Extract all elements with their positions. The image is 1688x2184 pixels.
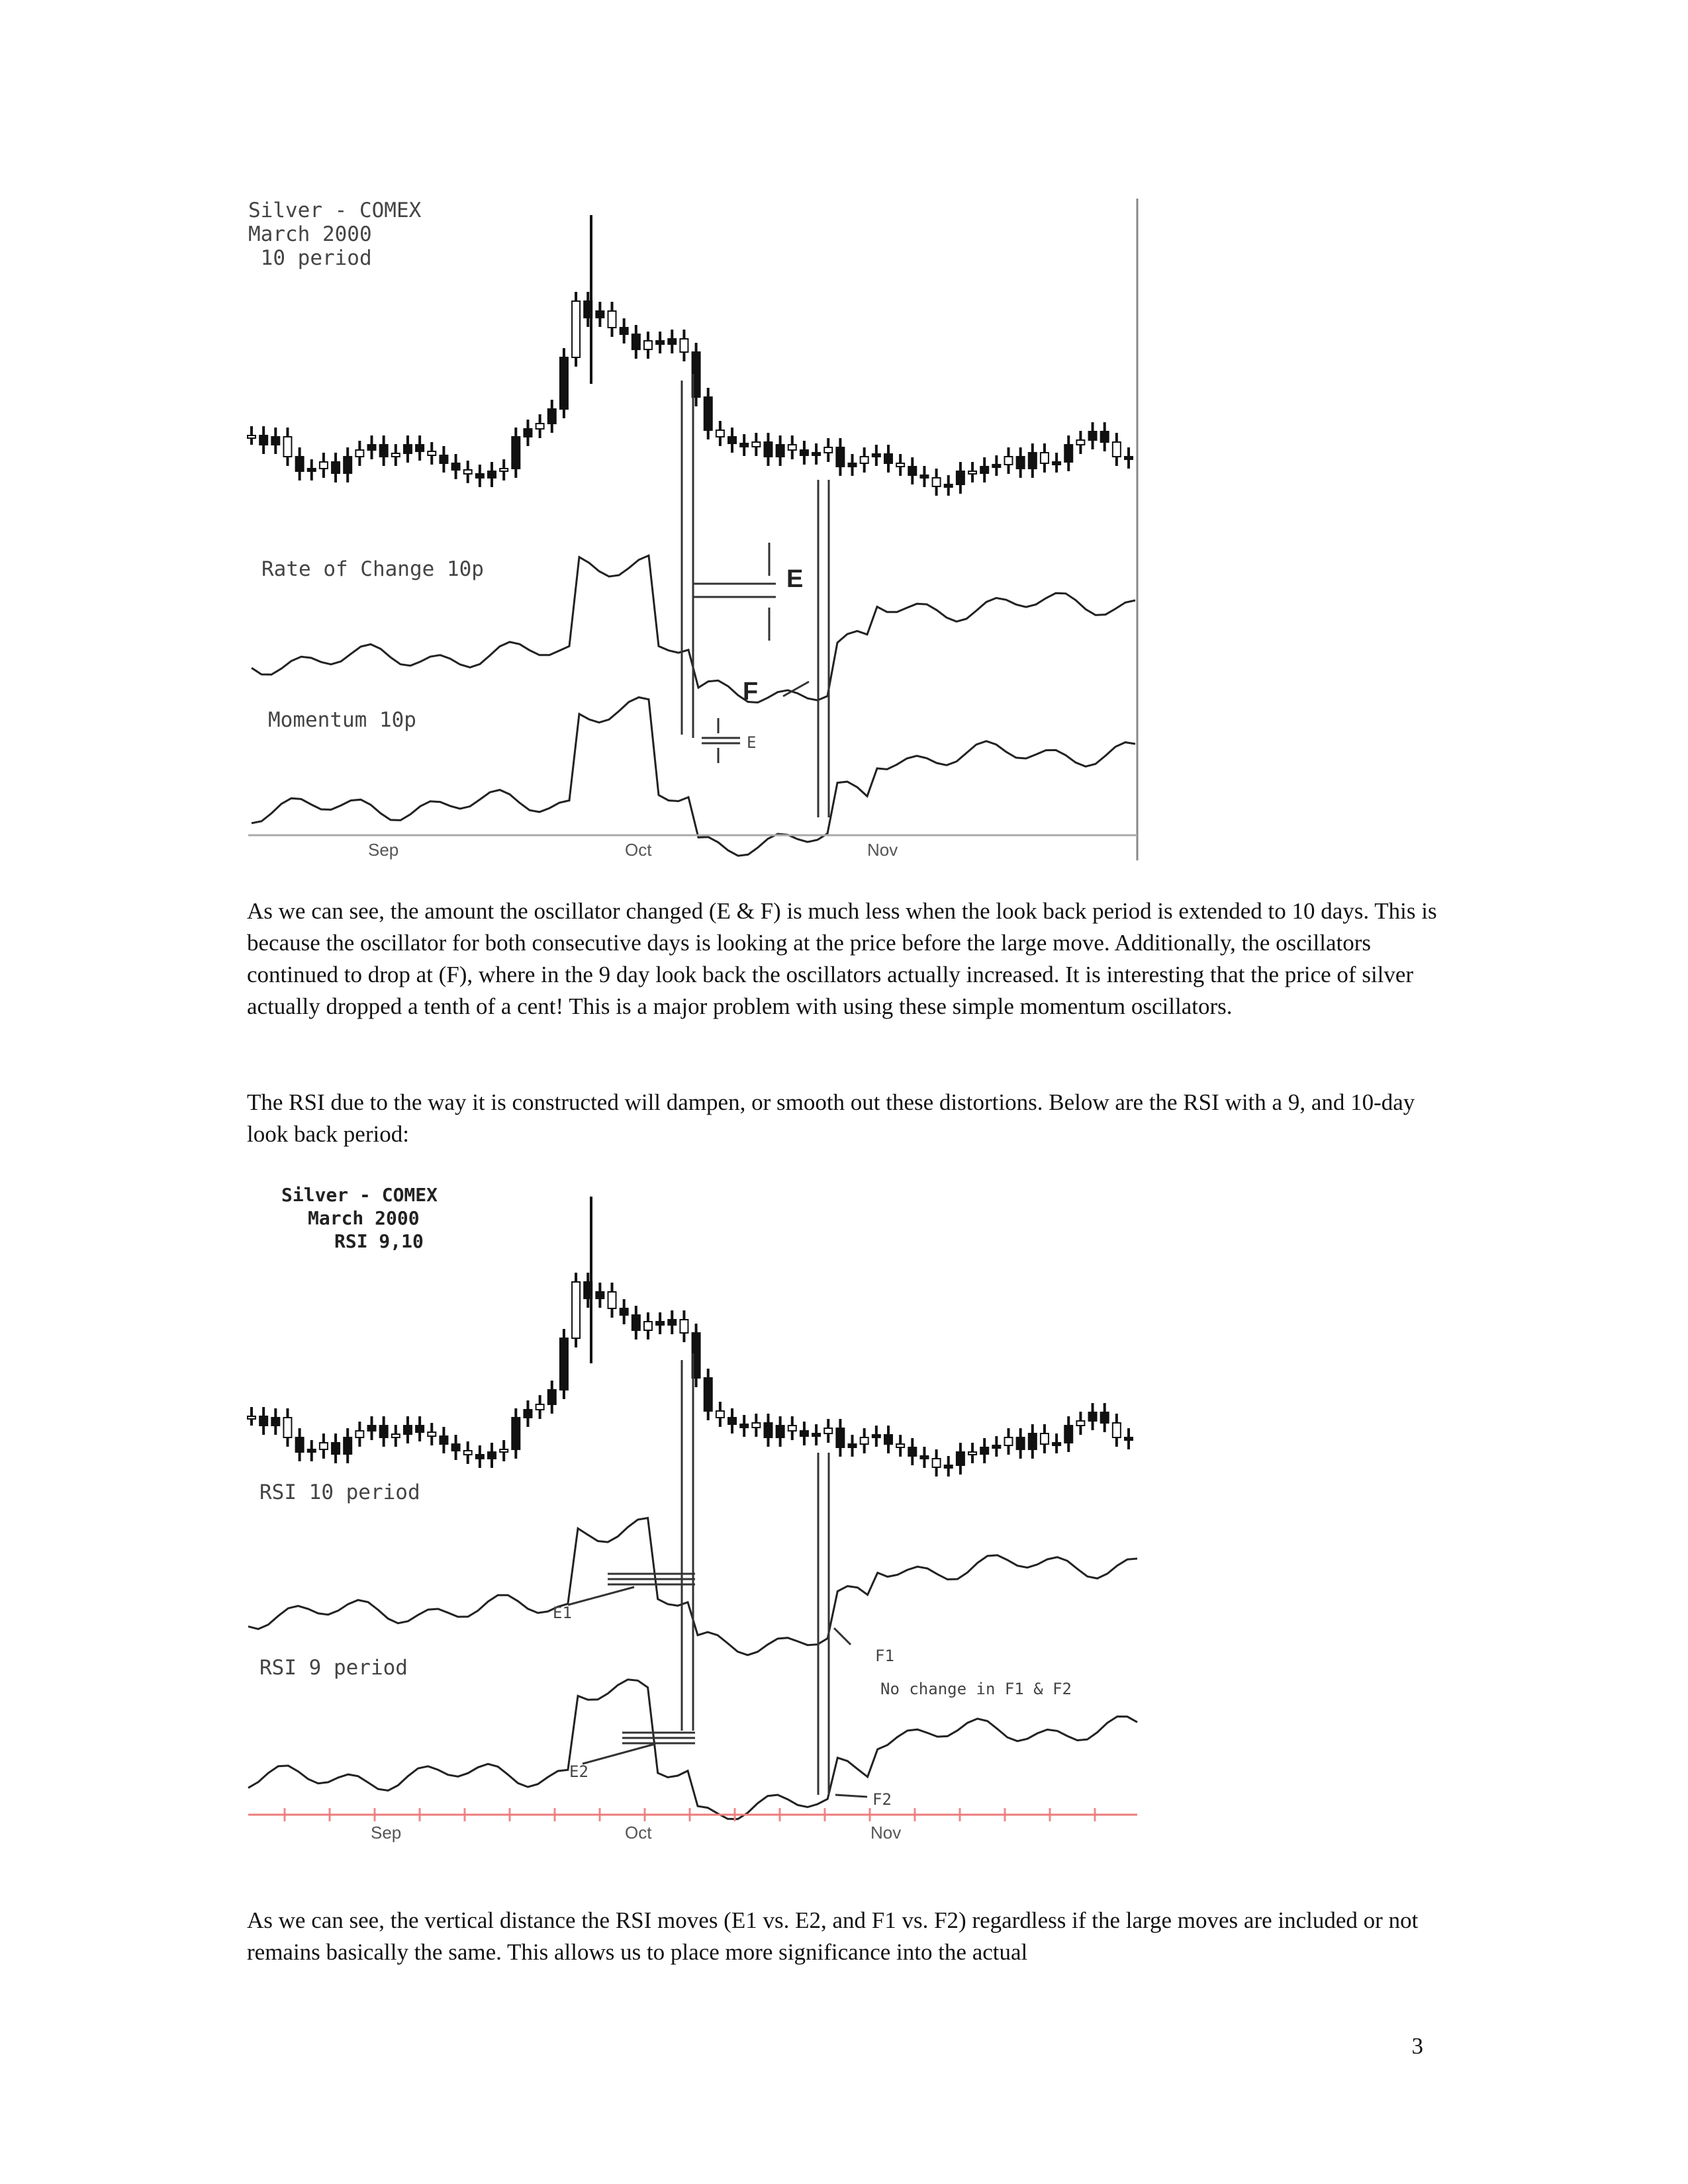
candle-body: [440, 1436, 447, 1444]
candle-body: [1113, 1423, 1121, 1437]
chart-title-line-2: March 2000: [248, 222, 372, 246]
candle-body: [1017, 1437, 1025, 1449]
annotation-e-large: E: [786, 565, 804, 593]
candle-body: [920, 1456, 928, 1459]
candle-body: [548, 1390, 556, 1404]
x-tick-nov: Nov: [867, 840, 898, 860]
candle-body: [1101, 1412, 1109, 1423]
candle-body: [945, 1465, 953, 1468]
candle-body: [380, 1426, 388, 1437]
candle-body: [368, 1426, 376, 1431]
page-number: 3: [1411, 2033, 1423, 2059]
x-tick-sep: Sep: [371, 1823, 402, 1843]
candle-body: [812, 1433, 820, 1436]
candle-body: [884, 1435, 892, 1444]
candle-body: [740, 1424, 748, 1428]
candle-body: [428, 1432, 436, 1436]
candle-body: [1053, 1443, 1060, 1445]
candle-body: [355, 1431, 363, 1437]
paragraph-rsi-intro: The RSI due to the way it is constructed will dampen, or smooth out these distortions. Below are the RSI with a 9, and 10-day look back period:: [247, 1089, 1415, 1147]
candle-body: [728, 1418, 736, 1424]
candle-body: [464, 1451, 472, 1455]
candle-body: [776, 1426, 784, 1437]
chart-title-line-3: 10 period: [248, 246, 372, 270]
candle-body: [933, 1459, 941, 1467]
candle-body: [308, 1449, 316, 1452]
candle-body: [957, 1452, 964, 1465]
candle-body: [524, 1410, 532, 1418]
candle-body: [1029, 1433, 1037, 1449]
annotation-e-small: E: [747, 733, 757, 752]
paragraph-oscillator-change: As we can see, the amount the oscillator changed (E & F) is much less when the look back period is extended to 10 days. This is because the oscillator for both consecutive days is looking at the price before the large move. Additionally, the oscillators continued to drop at (F), where in the 9 day look back the oscillators actually increased. It is interesting that the price of silver actually dropped a tenth of a cent! This is a major problem with using these simple momentum oscillators.: [247, 898, 1437, 1019]
chart-title-line-1: Silver - COMEX: [248, 199, 422, 222]
candle-body: [392, 1434, 400, 1437]
x-tick-sep: Sep: [368, 840, 399, 860]
candle-body: [656, 1322, 664, 1325]
candle-body: [764, 1423, 772, 1437]
annotation-arrows: [568, 1353, 867, 1797]
candle-body: [968, 1452, 976, 1455]
candle-body: [620, 1308, 628, 1315]
rsi9-panel-label: RSI 9 period: [259, 1656, 408, 1680]
candle-body: [800, 1431, 808, 1436]
candle-body: [320, 1443, 328, 1449]
candle-body: [476, 1455, 484, 1459]
candle-body: [283, 1418, 291, 1437]
paragraph-rsi-conclusion: As we can see, the vertical distance the RSI moves (E1 vs. E2, and F1 vs. F2) regardless if the large moves are included or not remains basically the same. This allows us to place more significance into the actual: [247, 1907, 1419, 1965]
candle-body: [536, 1404, 544, 1410]
annotation-f1: F1: [875, 1647, 894, 1665]
candle-body: [1076, 1421, 1084, 1426]
candle-body: [872, 1435, 880, 1437]
candle-body: [572, 1282, 580, 1338]
candle-body: [824, 1428, 832, 1433]
annotation-no-change: No change in F1 & F2: [880, 1680, 1072, 1698]
candle-body: [908, 1447, 916, 1456]
x-tick-oct: Oct: [625, 1823, 652, 1843]
candle-body: [1125, 1437, 1133, 1440]
candle-body: [512, 1418, 520, 1449]
candle-body: [332, 1443, 340, 1454]
roc-panel-label: Rate of Change 10p: [261, 557, 484, 581]
candle-body: [680, 1320, 688, 1333]
candle-body: [861, 1437, 868, 1444]
candle-body: [1004, 1437, 1012, 1445]
x-tick-oct: Oct: [625, 840, 652, 860]
candle-body: [992, 1445, 1000, 1448]
candle-body: [259, 1416, 267, 1426]
candle-body: [488, 1452, 496, 1459]
candle-body: [608, 1292, 616, 1308]
chart-title-line-3: RSI 9,10: [334, 1230, 424, 1252]
candle-body: [596, 1292, 604, 1298]
chart-title-line-2: March 2000: [308, 1207, 420, 1229]
candle-body: [1041, 1433, 1049, 1444]
annotation-f2: F2: [872, 1790, 892, 1809]
candle-body: [716, 1411, 724, 1418]
candle-body: [344, 1437, 352, 1454]
candle-body: [500, 1449, 508, 1452]
candle-body: [416, 1426, 424, 1432]
annotation-f: F: [743, 678, 759, 705]
candle-body: [632, 1315, 640, 1330]
candle-body: [404, 1426, 412, 1434]
candle-body: [788, 1426, 796, 1431]
candle-body: [1064, 1426, 1072, 1443]
candle-body: [1089, 1412, 1097, 1421]
candle-body: [248, 1416, 256, 1419]
candle-body: [704, 1378, 712, 1411]
candle-body: [836, 1428, 844, 1447]
candle-body: [296, 1437, 304, 1452]
candle-body: [896, 1444, 904, 1447]
candle-body: [271, 1418, 279, 1426]
candle-body: [668, 1320, 676, 1325]
candle-body: [560, 1338, 568, 1390]
momentum-panel-label: Momentum 10p: [268, 708, 416, 732]
candle-body: [849, 1444, 857, 1447]
rsi10-panel-label: RSI 10 period: [259, 1480, 420, 1504]
candle-body: [452, 1444, 460, 1451]
candle-body: [752, 1423, 760, 1428]
candle-body: [980, 1447, 988, 1454]
x-tick-nov: Nov: [870, 1823, 902, 1843]
annotation-e2: E2: [569, 1762, 588, 1781]
chart-title-line-1: Silver - COMEX: [281, 1184, 438, 1206]
candle-body: [644, 1322, 652, 1330]
annotation-e1: E1: [553, 1604, 572, 1622]
